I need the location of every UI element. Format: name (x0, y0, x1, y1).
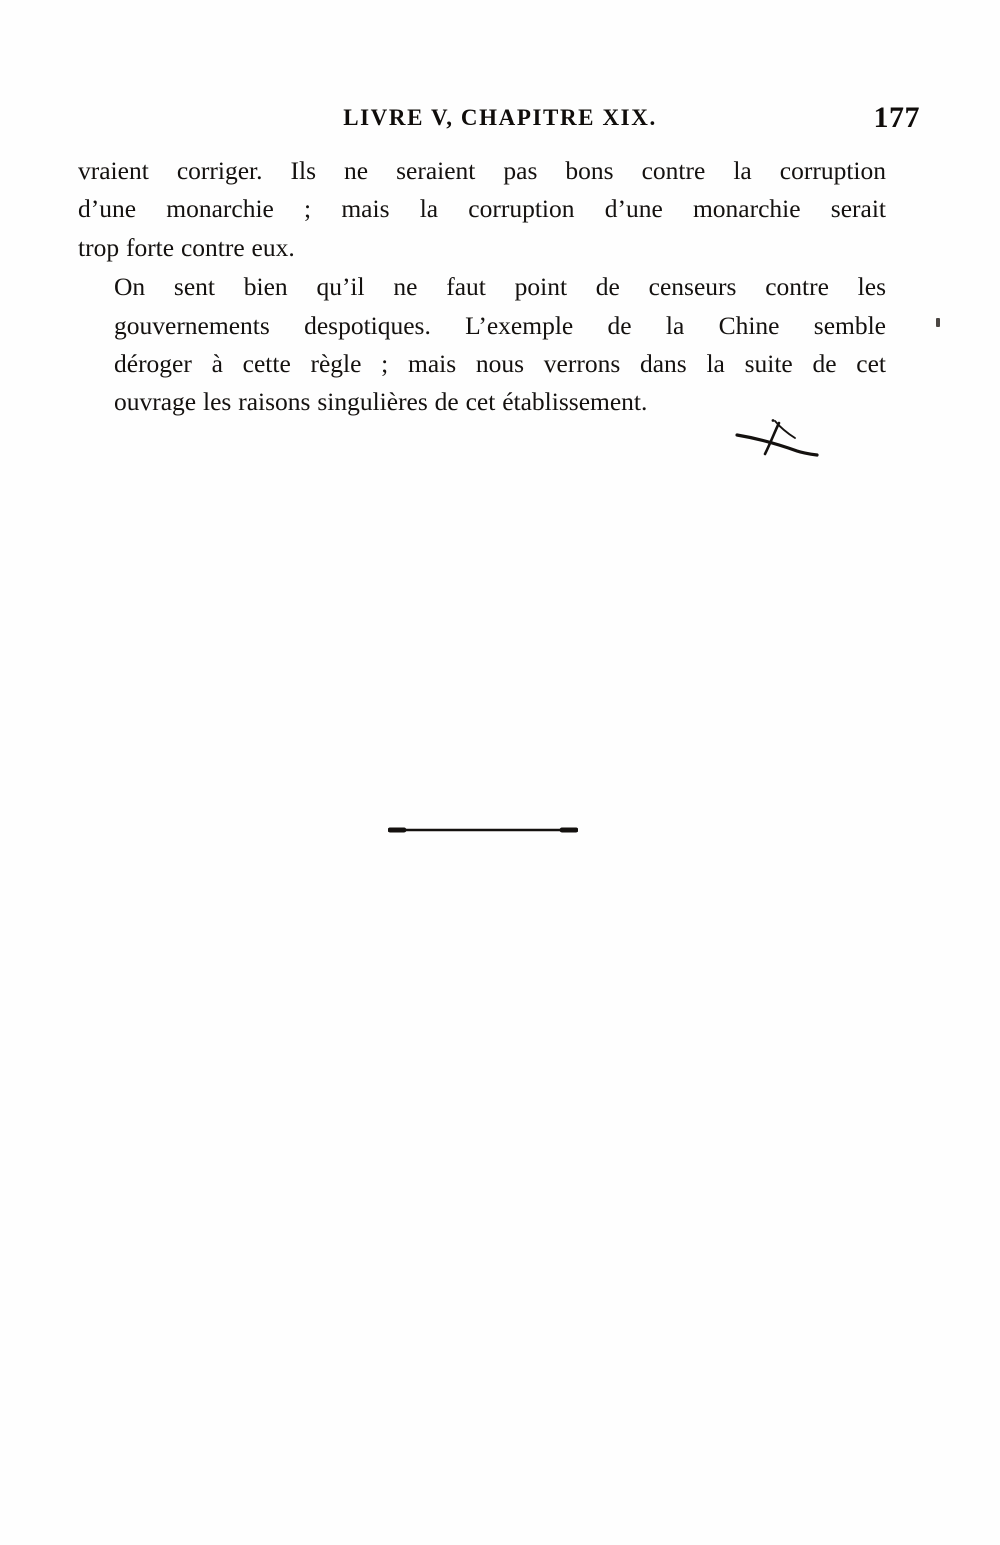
paragraph-1-line-1: vraient corriger. Ils ne seraient pas bons contre la corruption (78, 156, 886, 185)
running-head-title: LIVRE V, CHAPITRE XIX. (343, 105, 657, 130)
paragraph-1-line-2: d’une monarchie ; mais la corruption d’une monarchie serait (78, 194, 886, 224)
ink-speck-icon (936, 318, 940, 327)
page-number: 177 (873, 101, 920, 134)
paragraph-2-line-3: déroger à cette règle ; mais nous verrons dans la suite de cet (114, 349, 886, 379)
paragraph-2 (78, 268, 886, 422)
pen-flourish-icon (735, 418, 825, 468)
running-head (80, 101, 920, 139)
paragraph-2-line-2: gouvernements despotiques. L’exemple de la Chine semble (114, 310, 886, 340)
paragraph-1-line-3: trop forte contre eux. (78, 232, 295, 262)
paragraph-2-line-1: On sent bien qu’il ne faut point de censeurs contre les (114, 272, 886, 302)
section-divider (388, 822, 578, 832)
paragraph-1 (78, 152, 886, 267)
paragraph-2-line-4: ouvrage les raisons singulières de cet établissement. (114, 387, 648, 417)
body-text (78, 152, 886, 422)
